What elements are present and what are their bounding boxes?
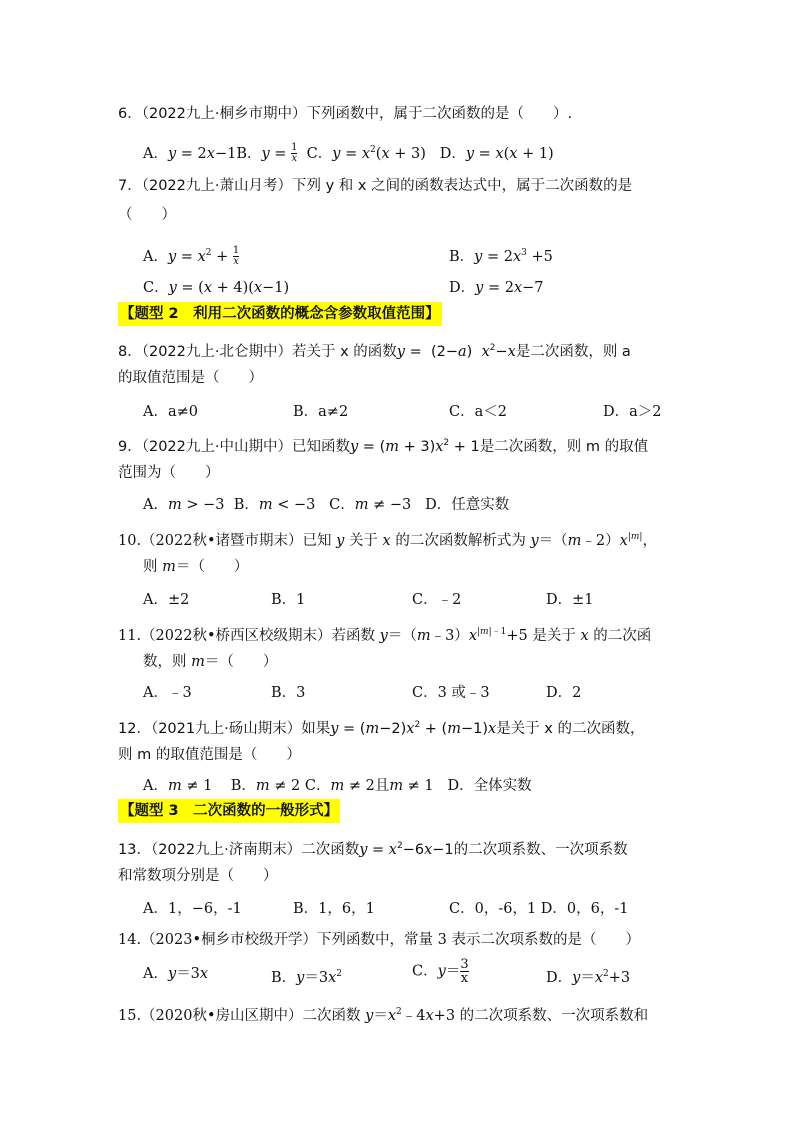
question-7-option-c: C．y = (x + 4)(x−1) [143, 280, 290, 296]
question-13-stem: 13．（2022九上·济南期末）二次函数$y = x^2-6x-1$的二次项系数、一次项系数 [118, 841, 628, 858]
question-12-stem: 12．（2021九上·砀山期末）如果$y = (m-2)x^2 + (m-1)x$是关于 x 的二次函数， [118, 720, 645, 737]
question-7-option-a: A．$y = x^2$ + $\frac{1}{x}$ [143, 245, 240, 268]
question-11-stem: 11.（2022秋•桥西区校级期末）若函数 $y=(m﹣3)x^{|m|﹣1}+5$ 是关于 x 的二次函 [118, 627, 652, 644]
question-13-option-a: A．1，−6，-1 [143, 901, 242, 917]
question-8-option-c: C．a＜2 [449, 404, 507, 420]
question-7-stem-cont: （ ） [118, 207, 176, 223]
question-11-option-d: D．2 [546, 685, 582, 701]
question-13-option-cd: C．0，-6，1 D．0，6，-1 [449, 901, 629, 917]
question-8-stem: 8．（2022九上·北仑期中）若关于 x 的函数y = (2−a) $x^2-x$是二次函数，则 a [118, 343, 631, 360]
question-10-option-c: C．﹣2 [412, 592, 462, 608]
question-9-stem-cont: 范围为（ ） [118, 465, 220, 481]
question-9-options: A．m > −3 B．m < −3 C．m ≠ −3 D．任意实数 [143, 497, 510, 513]
question-8-option-b: B．a≠2 [293, 404, 349, 420]
question-10-option-b: B．1 [271, 592, 306, 608]
question-10-stem-cont: 则 m＝（ ） [143, 559, 249, 575]
question-14-option-d: D．$y=x^2+3$ [546, 969, 631, 986]
question-12-stem-cont: 则 m 的取值范围是（ ） [118, 747, 301, 763]
question-15-stem: 15.（2020秋•房山区期中）二次函数 $y=x^2﹣4x+3$ 的二次项系数、一次项系数和 [118, 1007, 649, 1024]
question-14-option-b: B．$y=3x^2$ [271, 969, 343, 986]
question-10-stem: 10.（2022秋•诸暨市期末）已知 y 关于 x 的二次函数解析式为 $y=(m﹣2)x^{|m|}$， [118, 532, 657, 549]
question-10-option-d: D．±1 [546, 592, 594, 608]
question-6-options: A．y = 2x−1B．y = $\frac{1}{x}$ C．$y = x^2(x + 3)$ D．y = x(x + 1) [143, 142, 554, 165]
question-8-option-a: A．a≠0 [143, 404, 198, 420]
question-7-stem: 7．（2022九上·萧山月考）下列 y 和 x 之间的函数表达式中，属于二次函数的是 [118, 178, 633, 194]
question-13-option-b: B．1，6，1 [293, 901, 375, 917]
question-10-option-a: A．±2 [143, 592, 190, 608]
section-header-type-3: 【题型 3 二次函数的一般形式】 [118, 799, 340, 823]
question-8-option-d: D．a＞2 [603, 404, 662, 420]
question-11-option-a: A．﹣3 [143, 685, 192, 701]
question-8-stem-cont: 的取值范围是（ ） [118, 370, 263, 386]
question-9-stem: 9．（2022九上·中山期中）已知函数$y = (m + 3)x^2 + 1$是二次函数，则 m 的取值 [118, 438, 649, 455]
section-header-type-2: 【题型 2 利用二次函数的概念含参数取值范围】 [118, 302, 442, 326]
question-14-stem: 14.（2023•桐乡市校级开学）下列函数中，常量 3 表示二次项系数的是（ ） [118, 932, 640, 948]
question-14-option-a: A．y＝3x [143, 966, 209, 982]
question-11-stem-cont: 数，则 m＝（ ） [143, 654, 278, 670]
question-12-options: A．m ≠ 1 B．m ≠ 2 C．m ≠ 2且m ≠ 1 D．全体实数 [143, 778, 532, 794]
question-11-option-b: B．3 [271, 685, 306, 701]
question-14-option-c: C．y＝ $\frac{3}{x}$ [412, 957, 469, 986]
question-13-stem-cont: 和常数项分别是（ ） [118, 868, 278, 884]
question-7-option-b: B．$y = 2x^3 +5$ [449, 248, 553, 265]
question-6-stem: 6．（2022九上·桐乡市期中）下列函数中，属于二次函数的是（ ）. [118, 106, 573, 122]
question-7-option-d: D．y = 2x−7 [449, 280, 544, 296]
question-11-option-c: C．3 或﹣3 [412, 685, 490, 701]
